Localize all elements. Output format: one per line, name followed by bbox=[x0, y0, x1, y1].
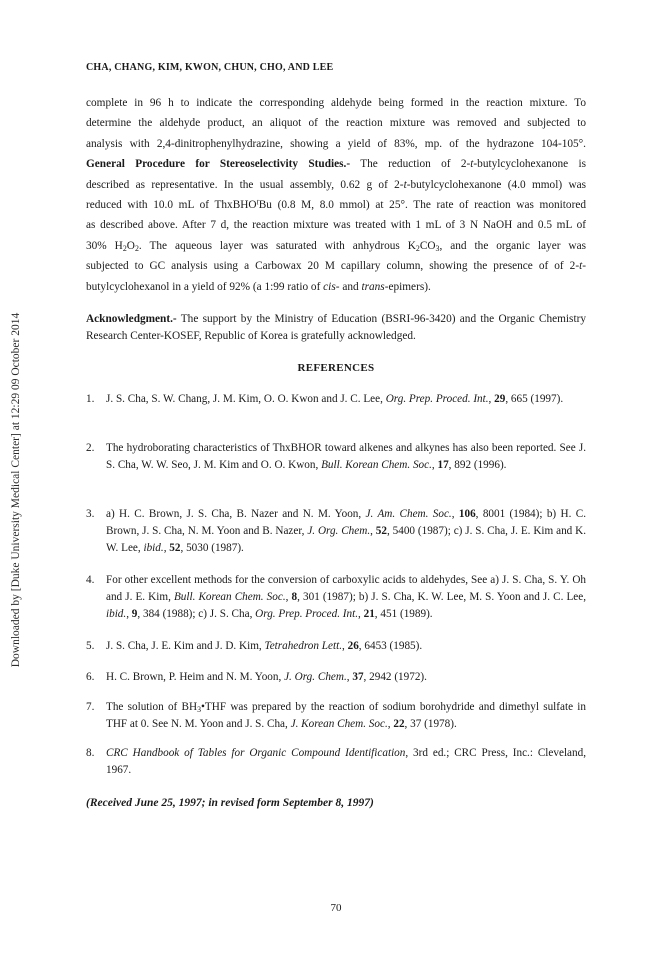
download-watermark: Downloaded by [Duke University Medical Center] at 12:29 09 October 2014 bbox=[10, 312, 22, 668]
text-line: analysis with 2,4-dinitrophenylhydrazine, showing a yield of 83%, mp. of the hydrazone 104-105°. bbox=[86, 137, 586, 150]
reference-text: The solution of $BH_3•THF$ was prepared by the reaction of sodium borohydride and dimethyl sulfate in THF at 0. See N. M. Yoon and J. S. Cha, J. Korean Chem. Soc., 22, 37 (1978). bbox=[106, 701, 586, 730]
reference-text: J. S. Cha, S. W. Chang, J. M. Kim, O. O. Kwon and J. C. Lee, Org. Prep. Proced. Int., 29, 665 (1997). bbox=[106, 393, 564, 405]
reference-number: 4. bbox=[86, 574, 95, 586]
reference-item bbox=[86, 638, 586, 655]
text-line: complete in 96 h to indicate the corresponding aldehyde being formed in the reaction mixture. To bbox=[86, 97, 586, 109]
reference-item bbox=[86, 699, 586, 733]
reference-text: CRC Handbook of Tables for Organic Compound Identification, 3rd ed.; CRC Press, Inc.: Cleveland, 1967. bbox=[106, 747, 586, 776]
text-line: subjected to GC analysis using a Carbowax 20 M capillary column, showing the presence of of 2-t- bbox=[86, 260, 586, 273]
reference-item bbox=[86, 506, 586, 557]
text-line: described as representative. In the usual assembly, 0.62 g of 2-t-butylcyclohexanone (4.0 mmol) was bbox=[86, 178, 587, 191]
acknowledgment bbox=[86, 311, 586, 344]
experimental-section bbox=[86, 93, 586, 297]
acknowledgment-label: Acknowledgment.- bbox=[86, 313, 177, 325]
procedure-heading: General Procedure for Stereoselectivity Studies.- bbox=[86, 158, 351, 171]
reference-item bbox=[86, 440, 586, 474]
received-dates: (Received June 25, 1997; in revised form September 8, 1997) bbox=[86, 797, 374, 809]
reference-item bbox=[86, 745, 586, 779]
text-line: as described above. After 7 d, the reaction mixture was treated with 1 mL of 3 N NaOH and 0.5 mL of bbox=[86, 219, 586, 232]
reference-number: 3. bbox=[86, 508, 95, 520]
reference-text: H. C. Brown, P. Heim and N. M. Yoon, J. Org. Chem., 37, 2942 (1972). bbox=[106, 671, 427, 683]
reference-text: For other excellent methods for the conversion of carboxylic acids to aldehydes, See a) J. S. Cha, S. Y. Oh and J. E. Kim, Bull. Korean Chem. Soc., 8, 301 (1987); b) J. S. Cha, K. W. Lee, M. S. Yoon and J. C. Lee, ibid., 9, 384 (1988); c) J. S. Cha, Org. Prep. Proced. Int., 21, 451 (1989). bbox=[106, 574, 587, 620]
text-line: determine the aldehyde product, an aliquot of the reaction mixture was removed and subjected to bbox=[86, 117, 586, 130]
reference-text: a) H. C. Brown, J. S. Cha, B. Nazer and N. M. Yoon, J. Am. Chem. Soc., 106, 8001 (1984); b) H. C. Brown, J. S. Cha, N. M. Yoon and B. Nazer, J. Org. Chem., 52, 5400 (1987); c) J. S. Cha, J. E. Kim and K. W. Lee, ibid., 52, 5030 (1987). bbox=[106, 508, 587, 554]
text-line: butylcyclohexanol in a yield of 92% (a 1:99 ratio of cis- and trans-epimers). bbox=[86, 280, 431, 293]
reference-number: 5. bbox=[86, 640, 95, 652]
text-line: General Procedure for Stereoselectivity Studies.- The reduction of 2-t-butylcyclohexanone is bbox=[86, 158, 586, 171]
reference-item bbox=[86, 572, 586, 623]
text-line: 30% $H_2O_2$. The aqueous layer was saturated with anhydrous $K_2CO_3$, and the organic layer was bbox=[86, 239, 586, 253]
reference-item bbox=[86, 391, 586, 408]
reference-text: The hydroborating characteristics of ThxBHOR toward alkenes and alkynes has also been reported. See J. S. Cha, W. W. Seo, J. M. Kim and O. O. Kwon, Bull. Korean Chem. Soc., 17, 892 (1996). bbox=[106, 442, 586, 471]
references-heading: REFERENCES bbox=[297, 362, 375, 374]
reference-number: 7. bbox=[86, 701, 95, 713]
reference-number: 6. bbox=[86, 671, 95, 683]
acknowledgment-text: The support by the Ministry of Education (BSRI-96-3420) and the Organic Chemistry Research Center-KOSEF, Republic of Korea is gratefully acknowledged. bbox=[86, 313, 586, 342]
reference-number: 1. bbox=[86, 393, 95, 405]
reference-text: J. S. Cha, J. E. Kim and J. D. Kim, Tetrahedron Lett., 26, 6453 (1985). bbox=[106, 640, 423, 652]
reference-number: 2. bbox=[86, 442, 95, 454]
reference-number: 8. bbox=[86, 747, 95, 759]
page-number: 70 bbox=[330, 902, 342, 914]
text-line: reduced with 10.0 mL of ThxBHO$^t$Bu (0.8 M, 8.0 mmol) at 25°. The rate of reaction was monitored bbox=[86, 197, 586, 212]
running-head: CHA, CHANG, KIM, KWON, CHUN, CHO, AND LEE bbox=[86, 62, 334, 73]
reference-item bbox=[86, 669, 586, 686]
